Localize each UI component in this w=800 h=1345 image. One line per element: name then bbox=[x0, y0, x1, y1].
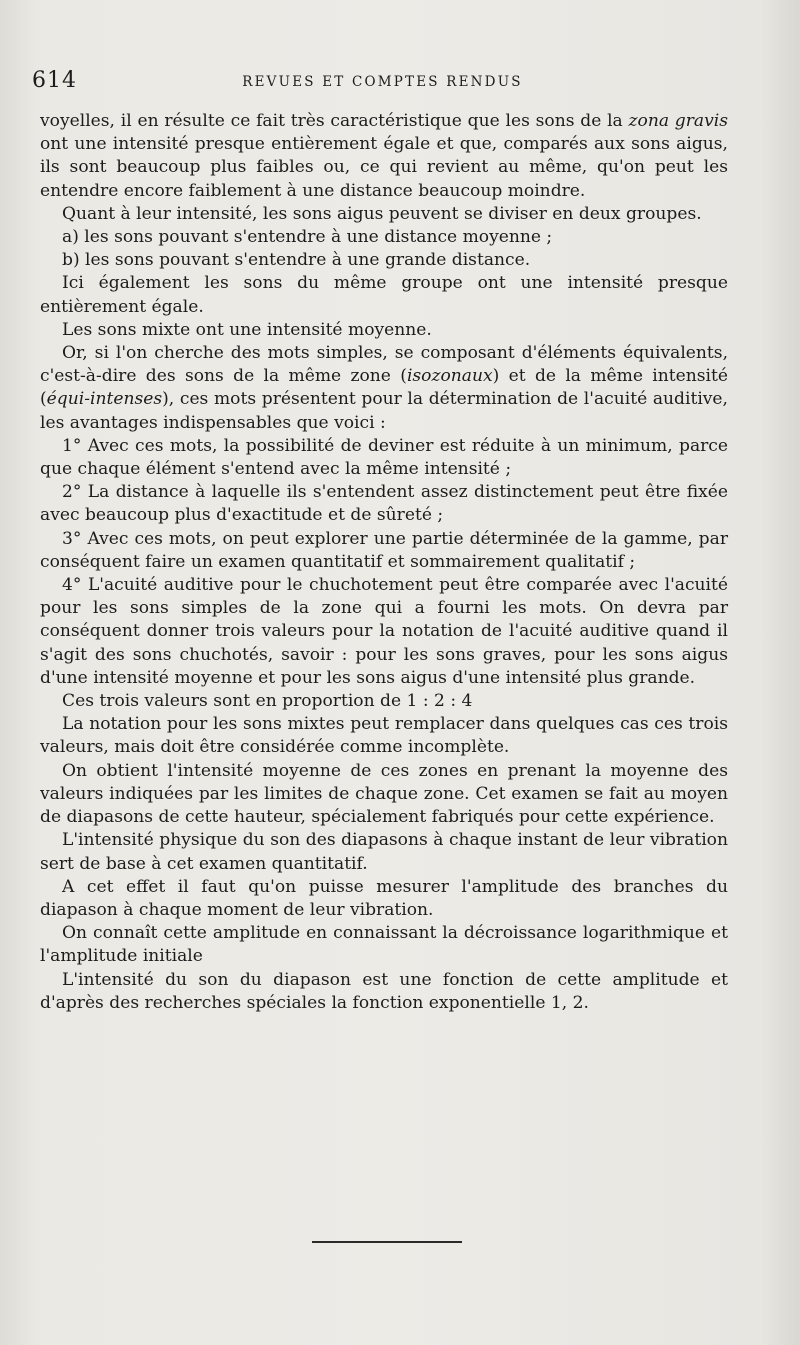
paragraph-physical-intensity: L'intensité physique du son des diapasons à chaque instant de leur vibration sert de base à cet examen quantitatif. bbox=[40, 830, 728, 874]
italic-term: zona gravis bbox=[628, 111, 728, 131]
paragraph-average-intensity: On obtient l'intensité moyenne de ces zones en prenant la moyenne des valeurs indiquées par les limites de chaque zone. Cet examen se fait au moyen de diapasons de cette hauteur, spécialement fabriqués pour cette expérience. bbox=[40, 760, 728, 828]
paragraph-same-group: Ici également les sons du même groupe ont une intensité presque entièrement égale. bbox=[40, 273, 728, 317]
paragraph-notation: La notation pour les sons mixtes peut remplacer dans quelques cas ces trois valeurs, mais doit être considérée comme incomplète. bbox=[40, 714, 728, 758]
body-text bbox=[40, 110, 728, 1015]
paragraph-mixed-sounds: Les sons mixte ont une intensité moyenne. bbox=[62, 319, 432, 340]
numbered-item-2: 2° La distance à laquelle ils s'entendent assez distinctement peut être fixée avec beaucoup plus d'exactitude et de sûreté ; bbox=[40, 482, 728, 526]
paragraph-continuation: voyelles, il en résulte ce fait très caractéristique que les sons de la zona gravis ont une intensité presque entièrement égale et que, comparés aux sons aigus, ils sont beaucoup plus faibles ou, ce qui revient au même, qu'on peut les entendre encore faiblement à une distance beaucoup moindre. bbox=[40, 111, 728, 201]
italic-term: équi-intenses bbox=[46, 389, 163, 410]
numbered-item-3: 3° Avec ces mots, on peut explorer une partie déterminée de la gamme, par conséquent faire un examen quantitatif et sommairement qualitatif ; bbox=[40, 528, 728, 572]
paragraph-decrement: On connaît cette amplitude en connaissant la décroissance logarithmique et l'amplitude initiale bbox=[40, 923, 728, 967]
running-head: REVUES ET COMPTES RENDUS bbox=[242, 74, 523, 90]
italic-term: isozonaux bbox=[406, 366, 493, 387]
list-item-b: b) les sons pouvant s'entendre à une grande distance. bbox=[62, 250, 531, 271]
paragraph-intensity-groups: Quant à leur intensité, les sons aigus peuvent se diviser en deux groupes. bbox=[62, 203, 702, 224]
paragraph-proportion: Ces trois valeurs sont en proportion de 1 : 2 : 4 bbox=[62, 691, 473, 712]
numbered-item-4: 4° L'acuité auditive pour le chuchotement peut être comparée avec l'acuité pour les sons simples de la zone qui a fourni les mots. On devra par conséquent donner trois valeurs pour la notation de l'acuité auditive quand il s'agit des sons chuchotés, savoir : pour les sons graves, pour les sons aigus d'une intensité moyenne et pour les sons aigus d'une intensité plus grande. bbox=[40, 575, 728, 688]
paragraph-amplitude: A cet effet il faut qu'on puisse mesurer l'amplitude des branches du diapason à chaque moment de leur vibration. bbox=[40, 876, 728, 920]
paragraph-exponential: L'intensité du son du diapason est une fonction de cette amplitude et d'après des recherches spéciales la fonction exponentielle 1, 2. bbox=[40, 969, 728, 1013]
list-item-a: a) les sons pouvant s'entendre à une distance moyenne ; bbox=[62, 227, 553, 248]
numbered-item-1: 1° Avec ces mots, la possibilité de deviner est réduite à un minimum, parce que chaque élément s'entend avec la même intensité ; bbox=[40, 435, 728, 480]
page-number: 614 bbox=[32, 68, 77, 93]
closing-rule bbox=[312, 1241, 462, 1243]
paragraph-simple-words: Or, si l'on cherche des mots simples, se composant d'éléments équivalents, c'est-à-dire des sons de la même zone (isozonaux) et de la même intensité (équi-intenses), ces mots présentent pour la détermination de l'acuité auditive, les avantages indispensables que voici : bbox=[40, 343, 729, 433]
page-header bbox=[30, 68, 735, 102]
